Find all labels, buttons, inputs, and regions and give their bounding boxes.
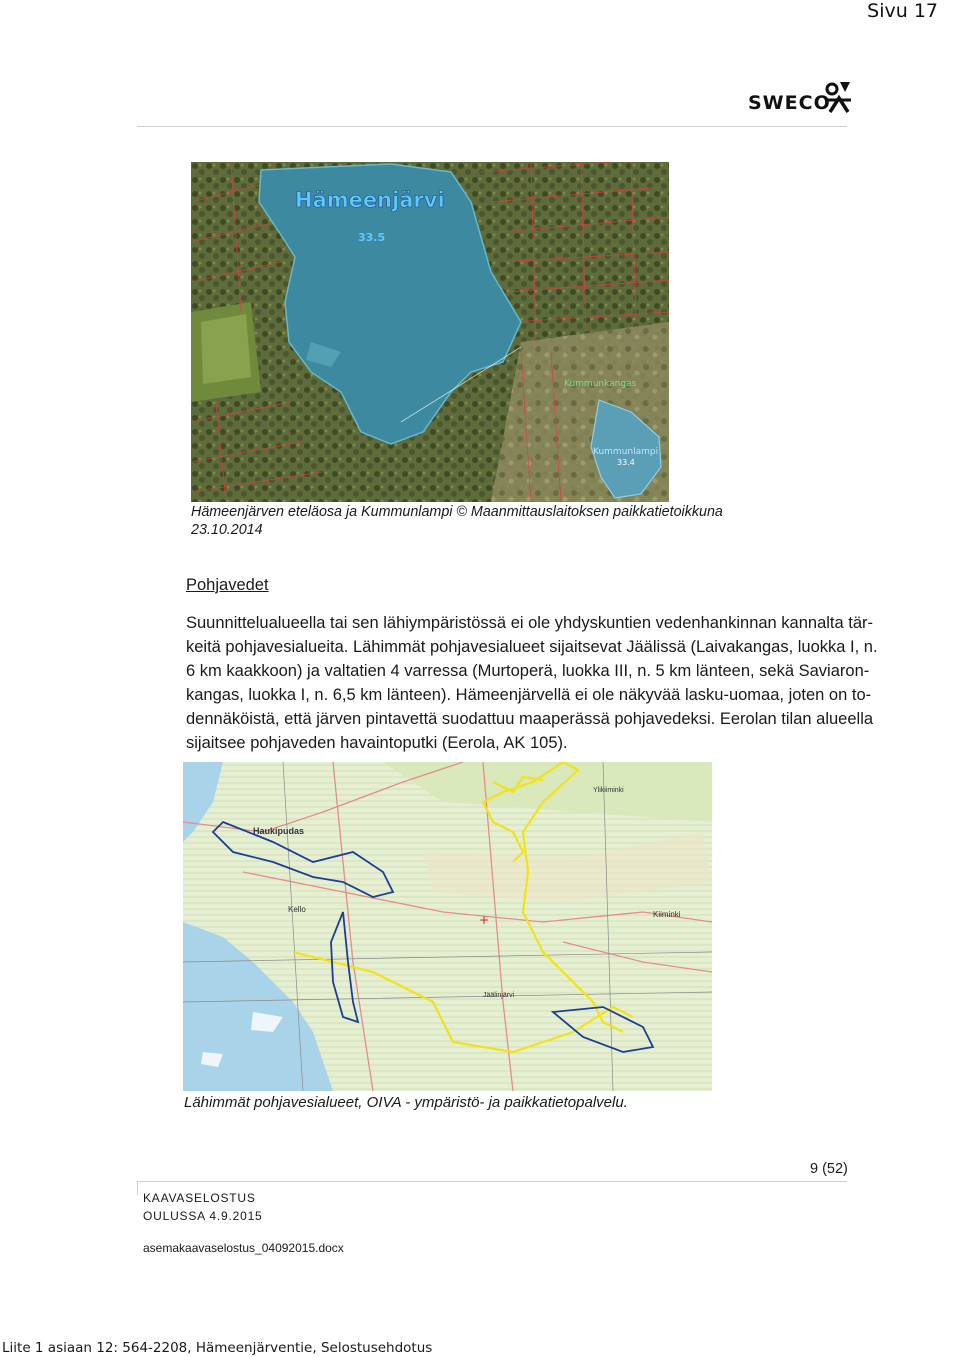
caption-line-2: 23.10.2014 [191,522,263,538]
attachment-line: Liite 1 asiaan 12: 564-2208, Hämeenjärventie, Selostusehdotus [2,1340,433,1356]
document-filename: asemakaavaselostus_04092015.docx [143,1241,344,1255]
map-label: Jäälinjärvi [483,992,515,999]
footer-rule-tick [137,1181,138,1195]
body-line: kangas, luokka I, n. 6,5 km länteen). Hämeenjärvellä ei ole näkyvää lasku-uomaa, joten on to- [186,686,872,704]
pond-elevation: 33.4 [617,458,635,467]
small-label: Kummunkangas [564,379,637,389]
map-label: Ylikiiminki [593,787,624,794]
sweco-mark-icon [824,80,854,114]
footer-page-count: 9 (52) [810,1161,848,1177]
body-line: keitä pohjavesialueita. Lähimmät pohjavesialueet sijaitsevat Jäälissä (Laivakangas, luokka I, n. [186,638,878,656]
document-date: OULUSSA 4.9.2015 [143,1209,263,1223]
footer-rule [137,1181,847,1182]
logo-text: SWECO [748,92,831,114]
map-label: Haukipudas [253,826,305,836]
sweco-logo [748,80,858,120]
aerial-map [191,162,669,502]
aerial-map-caption [191,503,771,539]
aerial-map-graphic [191,162,669,502]
lake-elevation: 33.5 [358,231,386,244]
document-type: KAAVASELOSTUS [143,1191,256,1205]
body-line: 6 km kaakkoon) ja valtatien 4 varressa (Murtoperä, luokka III, n. 5 km länteen, sekä Saviaron- [186,662,870,680]
location-marker-icon: + [479,913,490,927]
pond-label: Kummunlampi [593,447,659,457]
map-label: Kiiminki [653,910,681,919]
body-paragraph [186,611,886,755]
caption-line-1: Hämeenjärven eteläosa ja Kummunlampi © Maanmittauslaitoksen paikkatietoikkuna [191,504,723,520]
overview-map-caption: Lähimmät pohjavesialueet, OIVA - ympäristö- ja paikkatietopalvelu. [184,1094,628,1111]
body-line: Suunnittelualueella tai sen lähiympäristössä ei ole yhdyskuntien vedenhankinnan kannalta tär- [186,614,874,632]
lake-label: Hämeenjärvi [295,188,445,212]
groundwater-overview-map [183,762,712,1091]
body-line: sijaitsee pohjaveden havaintoputki (Eerola, AK 105). [186,734,568,752]
overview-map-graphic [183,762,712,1091]
page-number: Sivu 17 [867,0,938,22]
header-rule [137,126,847,127]
map-label: Kello [288,905,306,914]
section-heading: Pohjavedet [186,576,269,594]
body-line: dennäköistä, että järven pintavettä suodattuu maaperässä pohjavedeksi. Eerolan tilan alueella [186,710,874,728]
